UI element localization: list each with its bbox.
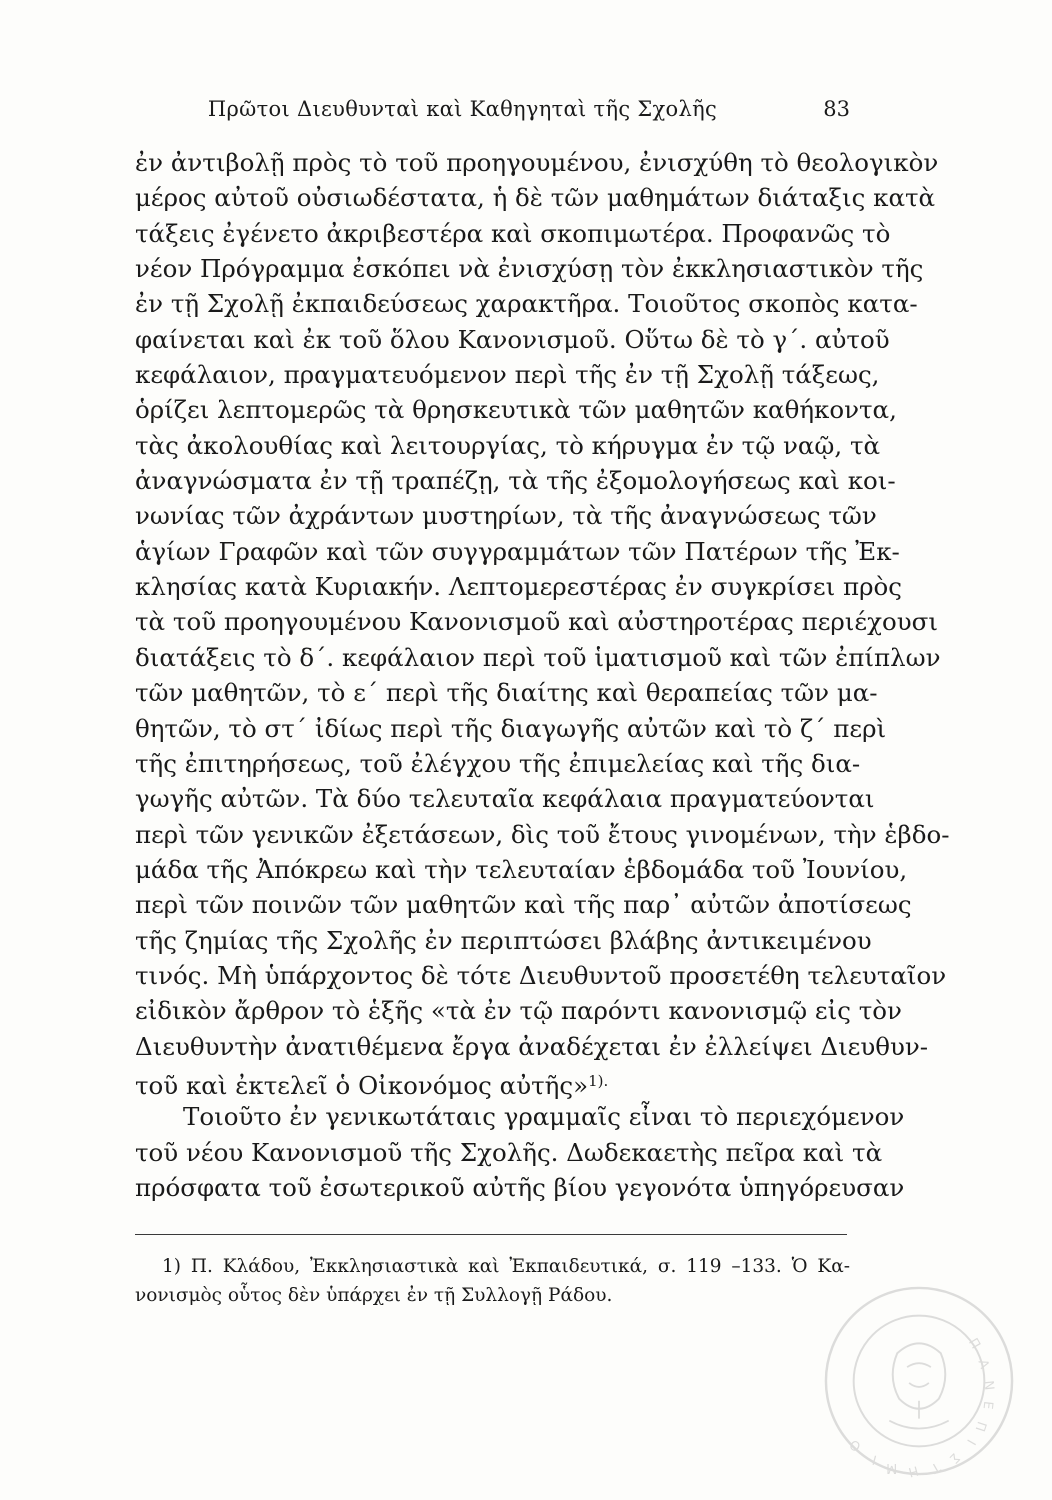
text-line: ἀναγνώσματα ἐν τῇ τραπέζῃ, τὰ τῆς ἐξομολογήσεως καὶ κοι- [135, 466, 896, 496]
text-line-paragraph-end [135, 1064, 850, 1099]
text-line: γωγῆς αὐτῶν. Τὰ δύο τελευταῖα κεφάλαια πραγματεύονται [135, 784, 875, 814]
text-line: ἐν τῇ Σχολῇ ἐκπαιδεύσεως χαρακτῆρα. Τοιοῦτος σκοπὸς κατα- [135, 289, 918, 319]
text-line: μάδα τῆς Ἀπόκρεω καὶ τὴν τελευταίαν ἑβδομάδα τοῦ Ἰουνίου, [135, 854, 908, 884]
text-line: θητῶν, τὸ στ΄ ἰδίως περὶ τῆς διαγωγῆς αὐτῶν καὶ τὸ ζ΄ περὶ [135, 713, 887, 743]
svg-text:Η: Η [906, 1462, 920, 1480]
footnote-separator [135, 1234, 847, 1235]
text-line: τὰ τοῦ προηγουμένου Κανονισμοῦ καὶ αὐστηροτέρας περιέχουσι [135, 607, 938, 637]
svg-text:Μ: Μ [886, 1460, 898, 1476]
text-line: μέρος αὐτοῦ οὐσιωδέστατα, ἡ δὲ τῶν μαθημάτων διάταξις κατὰ [135, 183, 936, 213]
svg-text:Α: Α [974, 1357, 992, 1371]
text-line: φαίνεται καὶ ἐκ τοῦ ὅλου Κανονισμοῦ. Οὕτω δὲ τὸ γ΄. αὐτοῦ [135, 324, 890, 354]
text-line: τῶν μαθητῶν, τὸ ε΄ περὶ τῆς διαίτης καὶ θεραπείας τῶν μα- [135, 678, 878, 708]
svg-text:Ο: Ο [847, 1435, 864, 1454]
library-seal-stamp-icon [820, 1282, 1018, 1480]
footnote-line: 1) Π. Κλάδου, Ἐκκλησιαστικὰ καὶ Ἐκπαιδευτικά, σ. 119 –133. Ὁ Κα- [162, 1256, 850, 1277]
text-line: κλησίας κατὰ Κυριακήν. Λεπτομερεστέρας ἐν συγκρίσει πρὸς [135, 572, 902, 602]
svg-text:Π: Π [965, 1335, 983, 1352]
text-line: κεφάλαιον, πραγματευόμενον περὶ τῆς ἐν τῇ Σχολῇ τάξεως, [135, 360, 880, 390]
text-line: τὰς ἀκολουθίας καὶ λειτουργίας, τὸ κήρυγμα ἐν τῷ ναῷ, τὰ [135, 430, 881, 460]
text-line: νέον Πρόγραμμα ἐσκόπει νὰ ἐνισχύσῃ τὸν ἐκκλησιαστικὸν τῆς [135, 254, 924, 284]
footnote-marker: 1). [588, 1071, 609, 1090]
svg-text:Ι: Ι [870, 1451, 879, 1467]
text-line: πρόσφατα τοῦ ἐσωτερικοῦ αὐτῆς βίου γεγονότα ὑπηγόρευσαν [135, 1172, 905, 1202]
text-line: διατάξεις τὸ δ΄. κεφάλαιον περὶ τοῦ ἱματισμοῦ καὶ τῶν ἐπίπλων [135, 642, 941, 672]
text-line: ὁρίζει λεπτομερῶς τὰ θρησκευτικὰ τῶν μαθητῶν καθήκοντα, [135, 395, 897, 425]
svg-text:Ν: Ν [980, 1379, 997, 1391]
svg-text:Ι: Ι [963, 1436, 979, 1448]
text-line: ἐν ἀντιβολῇ πρὸς τὸ τοῦ προηγουμένου, ἐνισχύθη τὸ θεολογικὸν [135, 148, 939, 177]
main-text [135, 145, 950, 1205]
text-line: περὶ τῶν ποινῶν τῶν μαθητῶν καὶ τῆς παρ᾽ αὐτῶν ἀποτίσεως [135, 890, 912, 920]
svg-text:Ε: Ε [979, 1400, 996, 1411]
text-line-content: τοῦ καὶ ἐκτελεῖ ὁ Οἰκονόμος αὐτῆς» [135, 1070, 589, 1100]
text-line: Διευθυντὴν ἀνατιθέμενα ἔργα ἀναδέχεται ἐν ἐλλείψει Διευθυν- [135, 1031, 929, 1061]
text-line-paragraph-start: Τοιοῦτο ἐν γενικωτάταις γραμμαῖς εἶναι τὸ περιεχόμενον [183, 1102, 905, 1132]
running-title: Πρῶτοι Διευθυνταὶ καὶ Καθηγηταὶ τῆς Σχολῆς [207, 97, 718, 121]
running-header [135, 97, 850, 131]
svg-text:Τ: Τ [928, 1458, 943, 1476]
page-number: 83 [823, 97, 850, 121]
text-line: τινός. Μὴ ὑπάρχοντος δὲ τότε Διευθυντοῦ προσετέθη τελευταῖον [135, 960, 947, 990]
text-line: τῆς ἐπιτηρήσεως, τοῦ ἐλέγχου τῆς ἐπιμελείας καὶ τῆς δια- [135, 748, 861, 778]
text-line: ἁγίων Γραφῶν καὶ τῶν συγγραμμάτων τῶν Πατέρων τῆς Ἐκ- [135, 536, 900, 566]
footnotes [135, 1252, 850, 1310]
footnote-line: νονισμὸς οὗτος δὲν ὑπάρχει ἐν τῇ Συλλογῇ Ράδου. [135, 1285, 613, 1306]
text-line: τάξεις ἐγένετο ἀκριβεστέρα καὶ σκοπιμωτέρα. Προφανῶς τὸ [135, 218, 891, 248]
text-line: εἰδικὸν ἄρθρον τὸ ἑξῆς «τὰ ἐν τῷ παρόντι κανονισμῷ εἰς τὸν [135, 996, 902, 1026]
svg-text:Π: Π [971, 1419, 989, 1434]
svg-text:Σ: Σ [946, 1449, 963, 1466]
text-line: τῆς ζημίας τῆς Σχολῆς ἐν περιπτώσει βλάβης ἀντικειμένου [135, 925, 872, 955]
text-line: νωνίας τῶν ἀχράντων μυστηρίων, τὰ τῆς ἀναγνώσεως τῶν [135, 501, 877, 531]
text-line: περὶ τῶν γενικῶν ἐξετάσεων, δὶς τοῦ ἔτους γινομένων, τὴν ἑβδο- [135, 819, 950, 849]
text-line: τοῦ νέου Κανονισμοῦ τῆς Σχολῆς. Δωδεκαετὴς πεῖρα καὶ τὰ [135, 1137, 883, 1167]
